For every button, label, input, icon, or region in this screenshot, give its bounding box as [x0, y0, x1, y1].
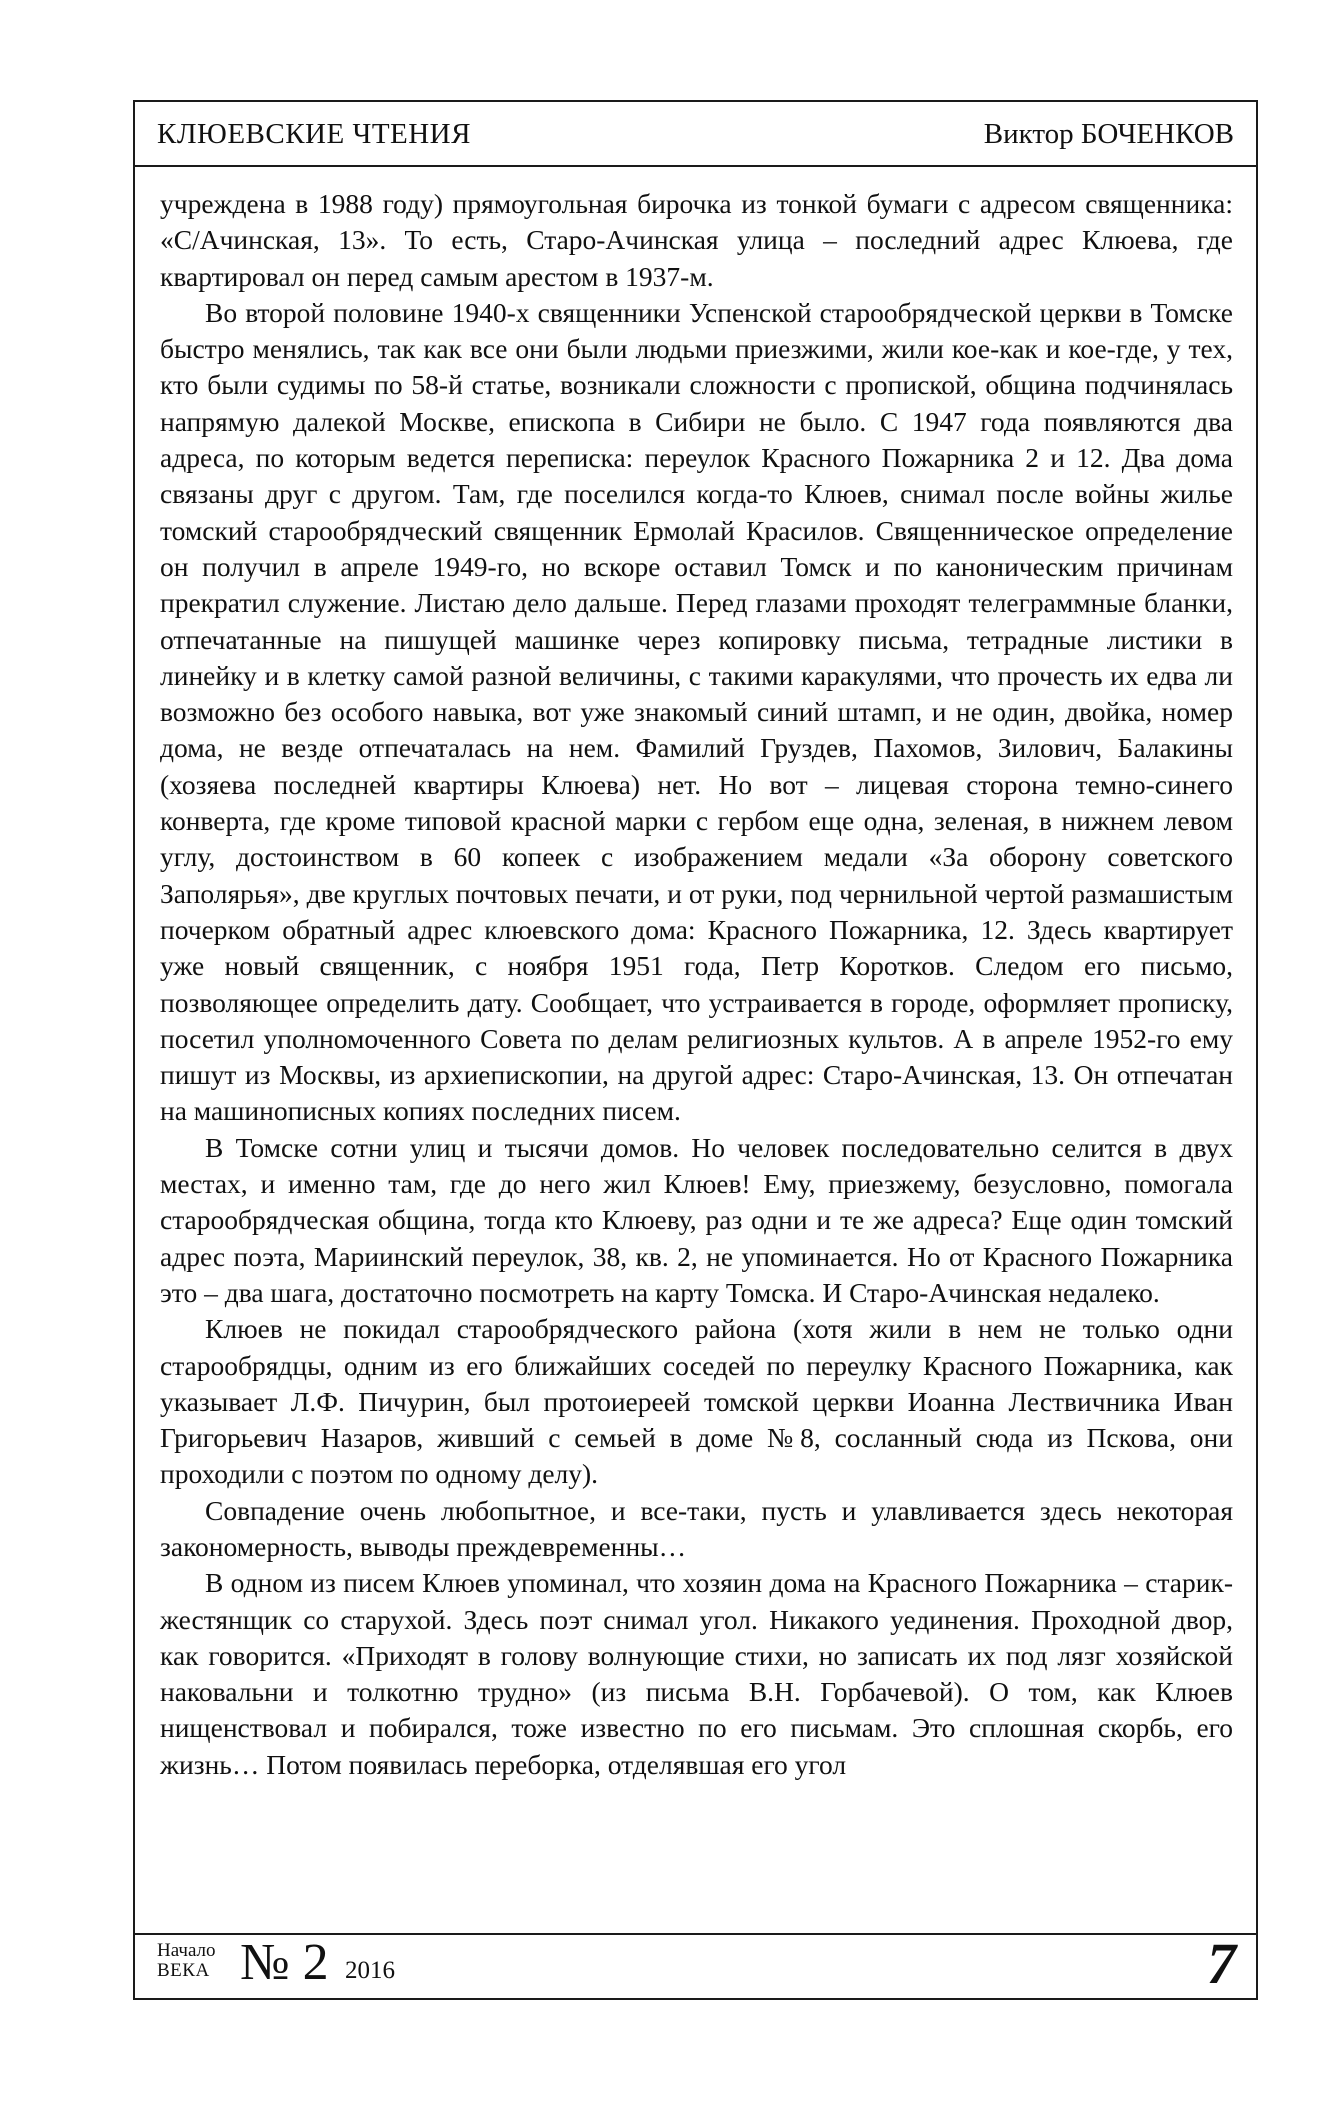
logo-line-1: Начало	[157, 1940, 216, 1961]
paragraph: Клюев не покидал старообрядческого района (хотя жили в нем не только одни старообрядцы, одним из его ближайших соседей по переулку Красного Пожарника, как указывает Л.Ф. Пичурин, был протоиереей томской церкви Иоанна Лествичника Иван Григорьевич Назаров, живший с семьей в доме №8, сосланный сюда из Пскова, они проходили с поэтом по одному делу).	[160, 1313, 1233, 1490]
journal-section-title: КЛЮЕВСКИЕ ЧТЕНИЯ	[157, 118, 471, 150]
page-frame	[133, 100, 1258, 2000]
issue-number: № 2	[240, 1934, 329, 1991]
paragraph: Во второй половине 1940-х священники Успенской старообрядческой церкви в Томске быстро менялись, так как все они были людьми приезжими, жили кое-как и кое-где, у тех, кто были судимы по 58-й статье, возникали сложности с пропиской, община подчинялась напрямую далекой Москве, епископа в Сибири не было. С 1947 года появляются два адреса, по которым ведется переписка: переулок Красного Пожарника 2 и 12. Два дома связаны друг с другом. Там, где поселился когда-то Клюев, снимал после войны жилье томский старообрядческий священник Ермолай Красилов. Священническое определение он получил в апреле 1949-го, но вскоре оставил Томск и по каноническим причинам прекратил служение. Листаю дело дальше. Перед глазами проходят телеграммные бланки, отпечатанные на пишущей машинке через копировку письма, тетрадные листики в линейку и в клетку самой разной величины, с такими каракулями, что прочесть их едва ли возможно без особого навыка, вот уже знакомый синий штамп, и не один, двойка, номер дома, не везде отпечаталась на нем. Фамилий Груздев, Пахомов, Зилович, Балакины (хозяева последней квартиры Клюева) нет. Но вот – лицевая сторона темно-синего конверта, где кроме типовой красной марки с гербом еще одна, зеленая, в нижнем левом углу, достоинством в 60 копеек с изображением медали «За оборону советского Заполярья», две круглых почтовых печати, и от руки, под чернильной чертой размашистым почерком обратный адрес клюевского дома: Красного Пожарника, 12. Здесь квартирует уже новый священник, с ноября 1951 года, Петр Коротков. Следом его письмо, позволяющее определить дату. Сообщает, что устраивается в городе, оформляет прописку, посетил уполномоченного Совета по делам религиозных культов. А в апреле 1952-го ему пишут из Москвы, из архиепископии, на другой адрес: Старо-Ачинская, 13. Он отпечатан на машинописных копиях последних писем.	[160, 296, 1233, 1127]
issue-year: 2016	[345, 1957, 395, 1984]
paragraph: В Томске сотни улиц и тысячи домов. Но человек последовательно селится в двух местах, и именно там, где до него жил Клюев! Ему, приезжему, безусловно, помогала старообрядческая община, тогда кто Клюеву, раз одни и те же адреса? Еще один томский адрес поэта, Мариинский переулок, 38, кв. 2, не упоминается. Но от Красного Пожарника это – два шага, достаточно посмотреть на карту Томска. И Старо-Ачинская недалеко.	[160, 1131, 1233, 1308]
running-header	[135, 102, 1256, 167]
page-number: 7	[1207, 1931, 1236, 1996]
author-name: Виктор БОЧЕНКОВ	[983, 118, 1234, 150]
paragraph: В одном из писем Клюев упоминал, что хозяин дома на Красного Пожарника – старик-жестянщик со старухой. Здесь поэт снимал угол. Никакого уединения. Проходной двор, как говорится. «Приходят в голову волнующие стихи, но записать их под лязг хозяйской наковальни и толкотню трудно» (из письма В.Н. Горбачевой). О том, как Клюев нищенствовал и побирался, тоже известно по его письмам. Это сплошная скорбь, его жизнь… Потом появилась переборка, отделявшая его угол	[160, 1567, 1233, 1780]
logo-line-2: ВЕКА	[157, 1960, 210, 1981]
article-body	[160, 186, 1233, 1783]
paragraph: Совпадение очень любопытное, и все-таки, пусть и улавливается здесь некоторая закономерность, выводы преждевременны…	[160, 1494, 1233, 1562]
paragraph: учреждена в 1988 году) прямоугольная бирочка из тонкой бумаги с адресом священника: «С/Ачинская, 13». То есть, Старо-Ачинская улица – последний адрес Клюева, где квартировал он перед самым арестом в 1937-м.	[160, 188, 1233, 292]
running-footer	[135, 1933, 1256, 1998]
magazine-logo	[157, 1941, 216, 1981]
